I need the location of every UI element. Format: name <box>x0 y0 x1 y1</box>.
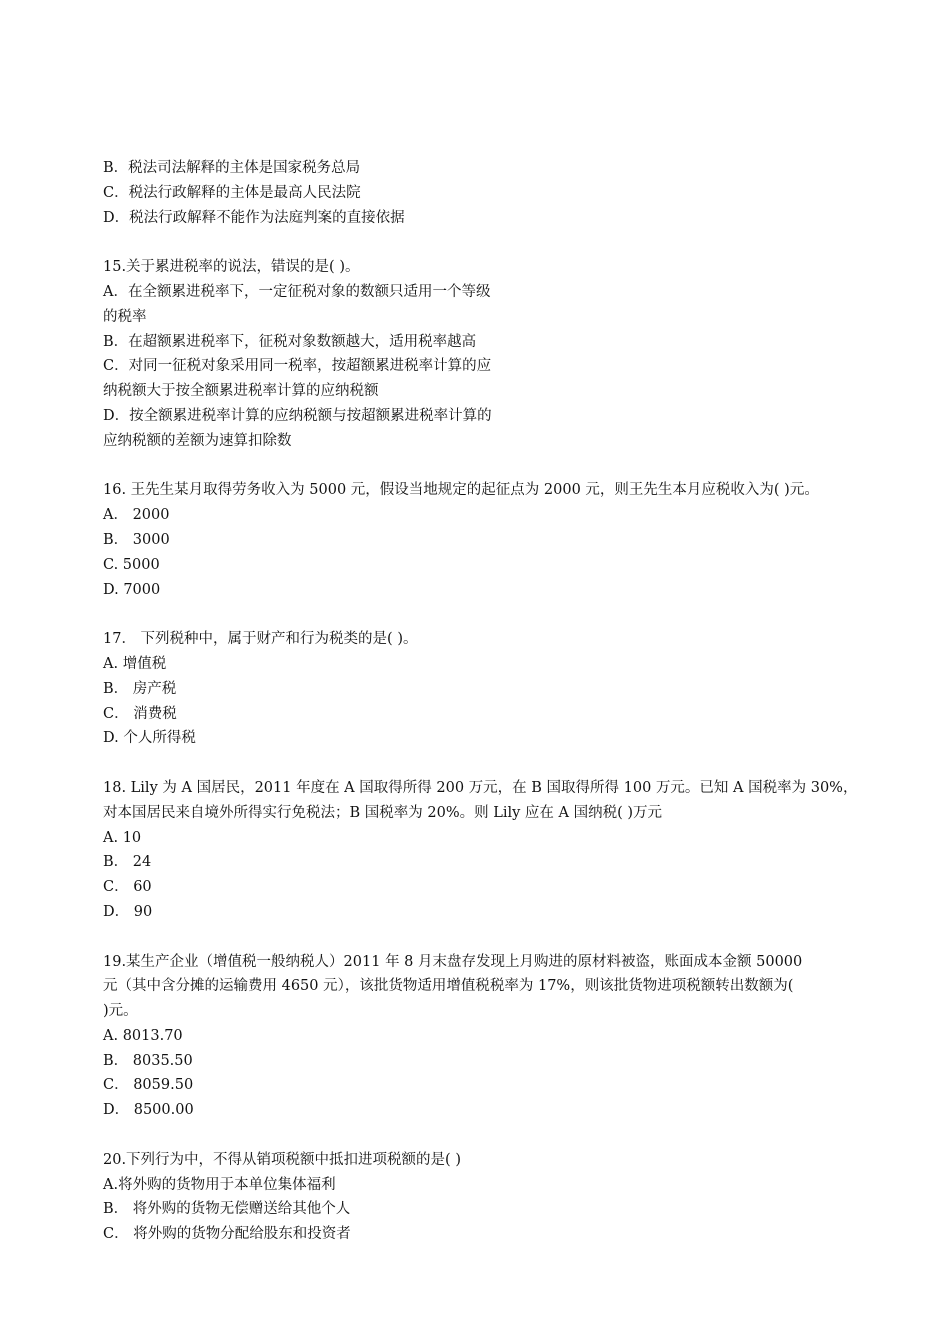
question-14-tail <box>103 156 893 230</box>
option-b: B． 8035.50 <box>103 1052 193 1069</box>
option-b: B． 将外购的货物无偿赠送给其他个人 <box>103 1201 351 1218</box>
option-c: C． 60 <box>103 879 152 896</box>
option-b: B．税法司法解释的主体是国家税务总局 <box>103 160 361 176</box>
question-text: 16. 王先生某月取得劳务收入为 5000 元，假设当地规定的起征点为 2000 元，则王先生本月应税收入为( )元。 <box>103 482 819 499</box>
question-text-cont: 对本国居民来自境外所得实行免税法；B 国税率为 20%。则 Lily 应在 A 国纳税( )万元 <box>103 804 663 821</box>
option-c: C． 8059.50 <box>103 1077 194 1094</box>
option-d: D．税法行政解释不能作为法庭判案的直接依据 <box>103 209 405 226</box>
question-text: 15.关于累进税率的说法，错误的是( )。 <box>103 259 360 276</box>
question-20 <box>103 1148 893 1247</box>
option-b: B．在超额累进税率下，征税对象数额越大，适用税率越高 <box>103 333 477 350</box>
option-c-cont: 纳税额大于按全额累进税率计算的应纳税额 <box>103 383 379 400</box>
question-text-cont: 元（其中含分摊的运输费用 4650 元），该批货物适用增值税税率为 17%，则该批货物进项税额转出数额为( <box>103 978 794 995</box>
option-c: C． 消费税 <box>103 705 177 722</box>
question-text: 17． 下列税种中，属于财产和行为税类的是( )。 <box>103 631 418 648</box>
question-16 <box>103 478 893 602</box>
question-19 <box>103 950 893 1124</box>
option-a: A.将外购的货物用于本单位集体福利 <box>103 1176 336 1193</box>
option-c: C．对同一征税对象采用同一税率，按超额累进税率计算的应 <box>103 358 492 375</box>
option-d: D. 个人所得税 <box>103 730 196 747</box>
document-page <box>103 156 893 1247</box>
option-a-cont: 的税率 <box>103 308 147 325</box>
option-c: C. 5000 <box>103 556 160 573</box>
option-a: A．在全额累进税率下，一定征税对象的数额只适用一个等级 <box>103 283 491 300</box>
question-text: 18. Lily 为 A 国居民，2011 年度在 A 国取得所得 200 万元，在 B 国取得所得 100 万元。已知 A 国税率为 30%， <box>103 779 858 796</box>
option-c: C．税法行政解释的主体是最高人民法院 <box>103 184 361 201</box>
option-d: D． 8500.00 <box>103 1102 194 1119</box>
option-a: A． 2000 <box>103 507 170 524</box>
option-d: D．按全额累进税率计算的应纳税额与按超额累进税率计算的 <box>103 407 492 424</box>
question-text: 19.某生产企业（增值税一般纳税人）2011 年 8 月末盘存发现上月购进的原材料被盗，账面成本金额 50000 <box>103 953 803 970</box>
option-a: A. 增值税 <box>103 655 167 672</box>
question-18 <box>103 776 893 925</box>
option-a: A. 8013.70 <box>103 1027 183 1044</box>
question-text: 20.下列行为中，不得从销项税额中抵扣进项税额的是( ) <box>103 1151 461 1168</box>
option-a: A. 10 <box>103 829 142 846</box>
option-d-cont: 应纳税额的差额为速算扣除数 <box>103 432 292 449</box>
option-d: D． 90 <box>103 903 153 920</box>
question-text-end: )元。 <box>103 1003 138 1020</box>
option-b: B． 24 <box>103 854 152 871</box>
option-b: B． 房产税 <box>103 680 177 697</box>
option-c: C． 将外购的货物分配给股东和投资者 <box>103 1226 351 1243</box>
question-17 <box>103 627 893 751</box>
option-b: B． 3000 <box>103 531 170 548</box>
question-15 <box>103 255 893 453</box>
option-d: D. 7000 <box>103 581 161 598</box>
